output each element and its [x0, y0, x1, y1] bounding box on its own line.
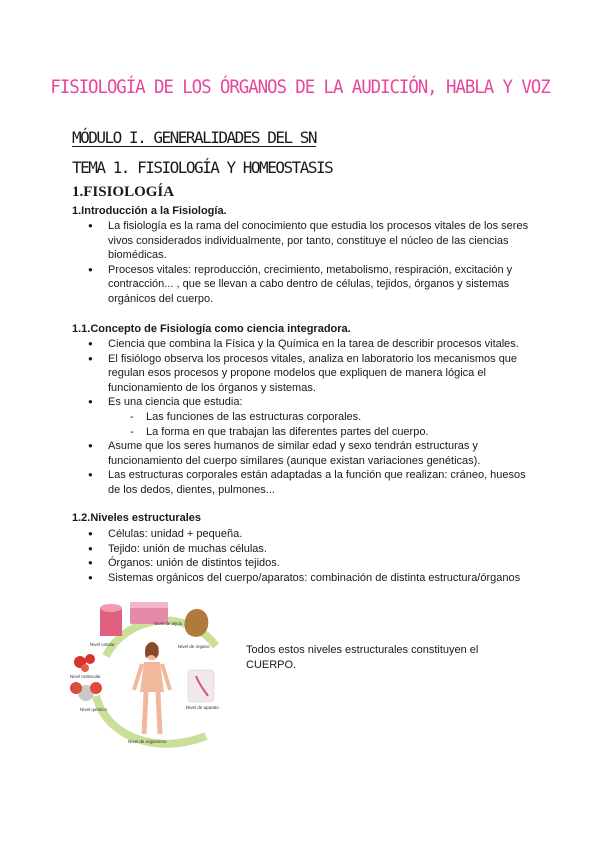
list-item: ● Órganos: unión de distintos tejidos.: [72, 556, 542, 571]
subheading-concepto: 1.1.Concepto de Fisiología como ciencia integradora.: [72, 323, 351, 335]
human-body-figure: [134, 642, 170, 734]
list-item: ● Tejido: unión de muchas células.: [72, 542, 542, 557]
module-heading: MÓDULO I. GENERALIDADES DEL SN: [72, 128, 316, 147]
list-niveles: [72, 527, 542, 585]
label-nivel-celular: Nivel celular: [90, 642, 115, 647]
list-subitem: - La forma en que trabajan las diferentes partes del cuerpo.: [72, 425, 532, 440]
list-item: ● Células: unidad + pequeña.: [72, 527, 542, 542]
label-nivel-quimico: Nivel químico: [80, 707, 108, 712]
label-nivel-organo: Nivel de órgano: [178, 644, 210, 649]
label-nivel-molecular: Nivel molecular: [70, 674, 101, 679]
figure-caption: Todos estos niveles estructurales constituyen el CUERPO.: [246, 644, 479, 671]
list-item: ● La fisiología es la rama del conocimiento que estudia los procesos vitales de los seres vivos considerados individualmente, por tanto, constituye el núcleo de las ciencias biomédicas.: [72, 219, 532, 263]
cycle-arrow-lower: [96, 696, 206, 744]
list-introduccion: [72, 219, 532, 307]
list-subitem: - Las funciones de las estructuras corporales.: [72, 410, 532, 425]
cell-cylinder: [100, 608, 122, 636]
label-nivel-organismo: Nivel de organismo: [128, 739, 167, 744]
label-nivel-aparato: Nivel de aparato: [186, 705, 219, 710]
list-item: ● Sistemas orgánicos del cuerpo/aparatos: combinación de distinta estructura/órganos: [72, 571, 542, 586]
list-item: ● Procesos vitales: reproducción, crecimiento, metabolismo, respiración, excitación y contracción... , que se llevan a cabo dentro de células, tejidos, órganos y sistemas orgánicos del cuerpo.: [72, 263, 532, 307]
list-item: ● El fisiólogo observa los procesos vitales, analiza en laboratorio los mecanismos que regulan esos procesos y propone modelos que expliquen de manera lógica el funcionamiento de los órganos y sistemas.: [72, 352, 532, 396]
tema-heading: TEMA 1. FISIOLOGÍA Y HOMEOSTASIS: [72, 158, 333, 177]
list-concepto: [72, 337, 532, 498]
list-item: ● Asume que los seres humanos de similar edad y sexo tendrán estructuras y funcionamiento del cuerpo similares (aunque existan variaciones genéticas).: [72, 439, 532, 468]
label-nivel-tejido: Nivel de tejido: [154, 621, 183, 626]
list-item: ● Es una ciencia que estudia:: [72, 395, 532, 410]
subheading-niveles: 1.2.Niveles estructurales: [72, 512, 202, 524]
structural-levels-illustration: [66, 596, 242, 754]
subheading-introduccion: 1.Introducción a la Fisiología.: [72, 205, 227, 217]
section-heading: 1.FISIOLOGÍA: [72, 184, 175, 200]
organ-stomach: [185, 609, 209, 637]
document-title: FISIOLOGÍA DE LOS ÓRGANOS DE LA AUDICIÓN, HABLA Y VOZ: [50, 76, 550, 98]
list-item: ● Ciencia que combina la Física y la Química en la tarea de describir procesos vitales.: [72, 337, 532, 352]
list-item: ● Las estructuras corporales están adaptadas a la función que realizan: cráneo, huesos de los dedos, dientes, pulmones...: [72, 468, 532, 497]
